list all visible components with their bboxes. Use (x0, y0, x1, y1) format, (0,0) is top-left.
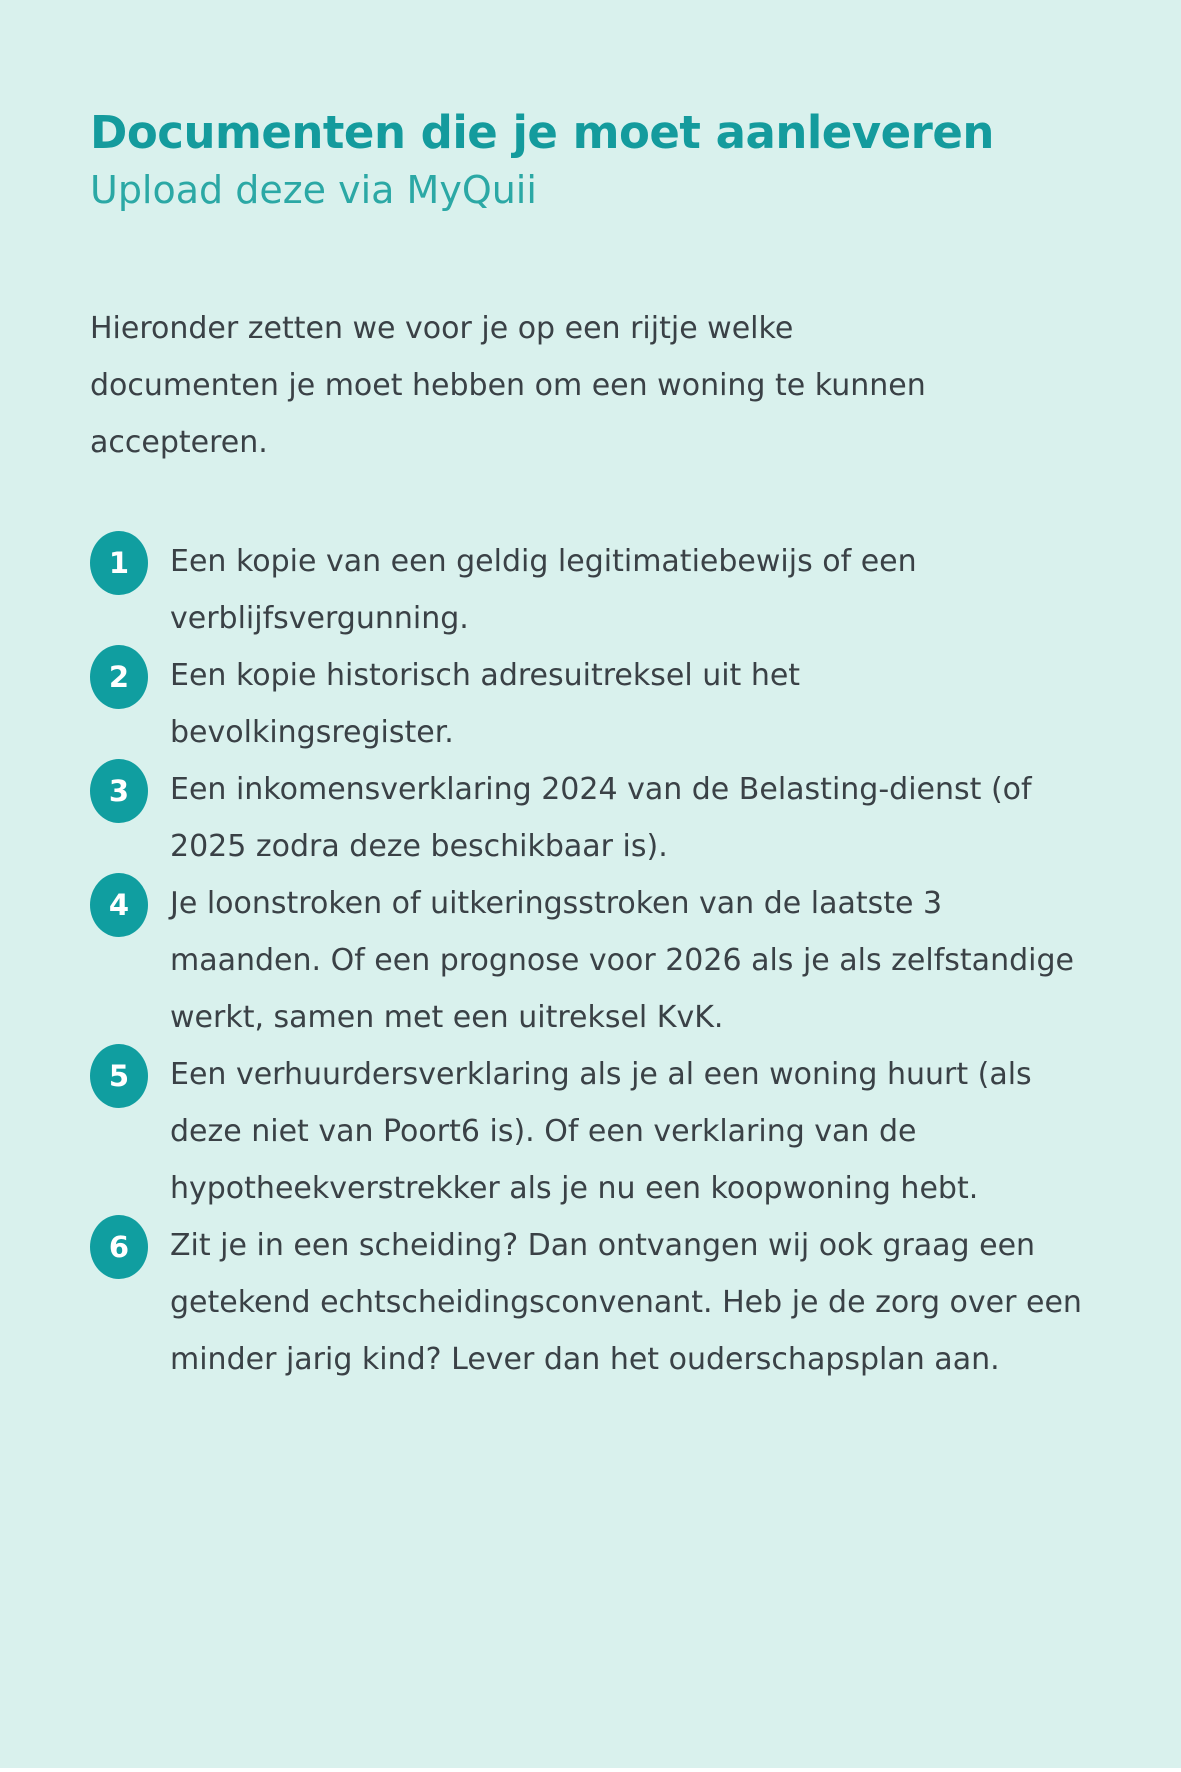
item-number-badge (90, 531, 148, 595)
document-list (90, 533, 1093, 1388)
document-item (90, 761, 1093, 875)
document-item (90, 1217, 1093, 1388)
item-number: 5 (108, 1058, 130, 1093)
item-number: 4 (108, 887, 130, 922)
item-number: 6 (108, 1229, 130, 1264)
page-subtitle: Upload deze via MyQuii (90, 168, 537, 212)
item-text: Een verhuurdersverklaring als je al een woning huurt (als deze niet van Poort6 is). Of een verklaring van de hypotheekverstrekker als je nu een koopwoning hebt. (170, 1056, 1032, 1206)
item-number-badge (90, 1215, 148, 1279)
item-number: 3 (108, 773, 130, 808)
item-number: 2 (108, 659, 130, 694)
document-item (90, 647, 1093, 761)
intro-paragraph: Hieronder zetten we voor je op een rijtje welke documenten je moet hebben om een woning te kunnen accepteren. (90, 310, 926, 460)
item-text: Een kopie historisch adresuitreksel uit het bevolkingsregister. (170, 657, 801, 750)
item-text: Een inkomensverklaring 2024 van de Belasting-dienst (of 2025 zodra deze beschikbaar is). (170, 771, 1032, 864)
item-text: Zit je in een scheiding? Dan ontvangen wij ook graag een getekend echtscheidingsconvenant. Heb je de zorg over een minder jarig kind? Lever dan het ouderschapsplan aan. (170, 1227, 1082, 1377)
document-item (90, 875, 1093, 1046)
item-text: Je loonstroken of uitkeringsstroken van de laatste 3 maanden. Of een prognose voor 2026 als je als zelfstandige werkt, samen met een uitreksel KvK. (170, 885, 1074, 1035)
item-number-badge (90, 759, 148, 823)
page-bottom-edge (0, 1768, 1181, 1772)
item-number-badge (90, 873, 148, 937)
page-title: Documenten die je moet aanleveren (90, 106, 994, 159)
item-number-badge (90, 645, 148, 709)
item-number-badge (90, 1044, 148, 1108)
document-item (90, 1046, 1093, 1217)
item-text: Een kopie van een geldig legitimatiebewijs of een verblijfsvergunning. (170, 543, 917, 636)
item-number: 1 (108, 545, 130, 580)
document-item (90, 533, 1093, 647)
